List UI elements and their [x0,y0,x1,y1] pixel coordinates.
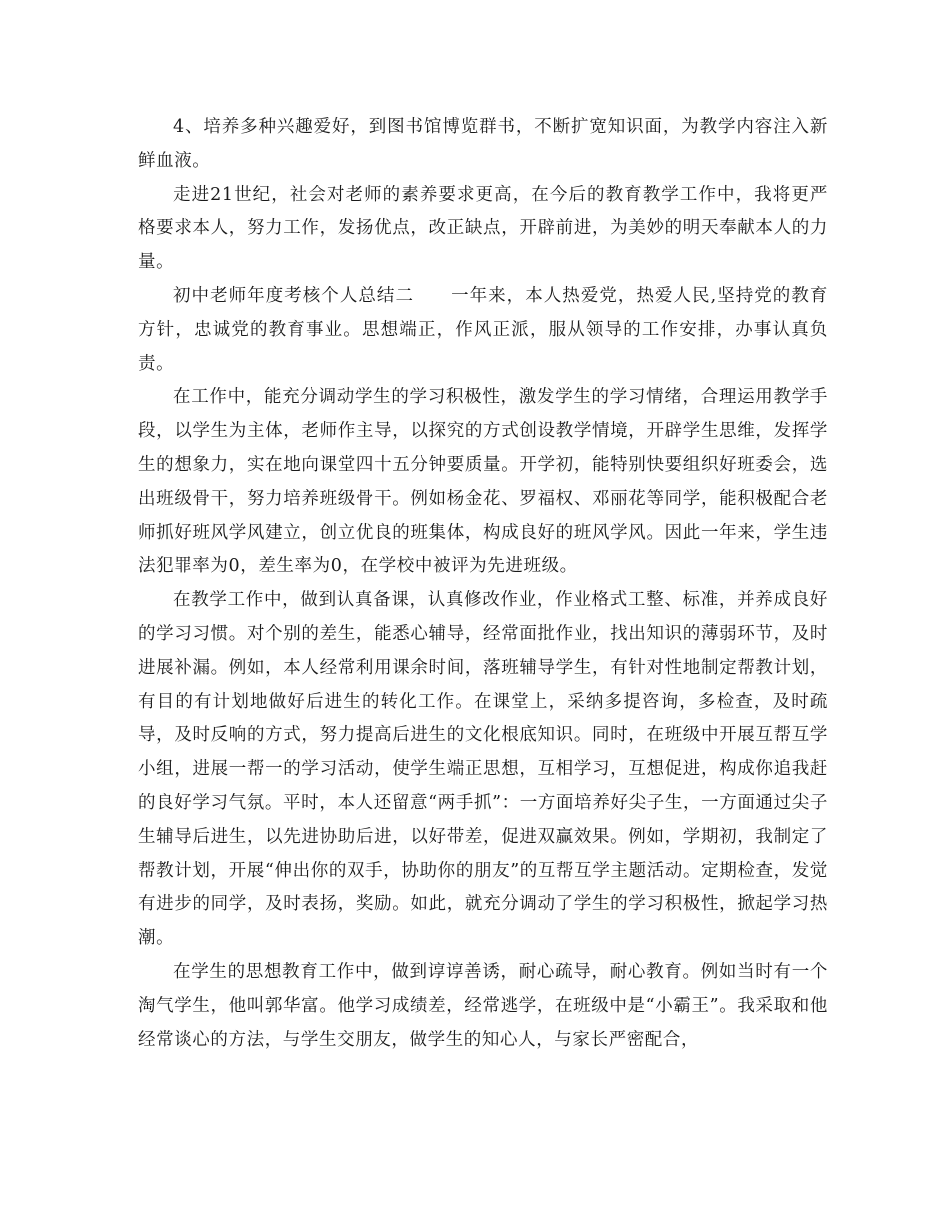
paragraph-work-motivation: 在工作中，能充分调动学生的学习积极性，激发学生的学习情绪，合理运用教学手段，以学生为主体，老师作主导，以探究的方式创设教学情境，开辟学生思维，发挥学生的想象力，实在地向课堂四十五分钟要质量。开学初，能特别快要组织好班委会，选出班级骨干，努力培养班级骨干。例如杨金花、罗福权、邓丽花等同学，能积极配合老师抓好班风学风建立，创立优良的班集体，构成良好的班风学风。因此一年来，学生违法犯罪率为0，差生率为0，在学校中被评为先进班级。 [138,387,828,577]
paragraph-ideological-education: 在学生的思想教育工作中，做到谆谆善诱，耐心疏导，耐心教育。例如当时有一个淘气学生，他叫郭华富。他学习成绩差，经常逃学，在班级中是“小霸王”。我采取和他经常谈心的方法，与学生交朋友，做学生的知心人，与家长严密配合， [138,961,828,1050]
paragraph-21st-century: 走进21世纪，社会对老师的素养要求更高，在今后的教育教学工作中，我将更严格要求本人，努力工作，发扬优点，改正缺点，开辟前进，为美妙的明天奉献本人的力量。 [138,184,828,273]
paragraph-teaching-work: 在教学工作中，做到认真备课，认真修改作业，作业格式工整、标准，并养成良好的学习习惯。对个别的差生，能悉心辅导，经常面批作业，找出知识的薄弱环节，及时进展补漏。例如，本人经常利用课余时间，落班辅导学生，有针对性地制定帮教计划，有目的有计划地做好后进生的转化工作。在课堂上，采纳多提咨询，多检查，及时疏导，及时反响的方式，努力提高后进生的文化根底知识。同时，在班级中开展互帮互学小组，进展一帮一的学习活动，使学生端正思想，互相学习，互想促进，构成你追我赶的良好学习气氛。平时，本人还留意“两手抓”：一方面培养好尖子生，一方面通过尖子生辅导后进生，以先进协助后进，以好带差，促进双赢效果。例如，学期初，我制定了帮教计划，开展“伸出你的双手，协助你的朋友”的互帮互学主题活动。定期检查，发觉有进步的同学，及时表扬，奖励。如此，就充分调动了学生的学习积极性，掀起学习热潮。 [138,590,828,949]
paragraph-summary-two-intro: 初中老师年度考核个人总结二 一年来，本人热爱党，热爱人民,坚持党的教育方针，忠诚党的教育事业。思想端正，作风正派，服从领导的工作安排，办事认真负责。 [138,285,828,374]
document-body [138,111,828,1057]
paragraph-interest-cultivation: 4、培养多种兴趣爱好，到图书馆博览群书，不断扩宽知识面，为教学内容注入新鲜血液。 [138,117,828,171]
